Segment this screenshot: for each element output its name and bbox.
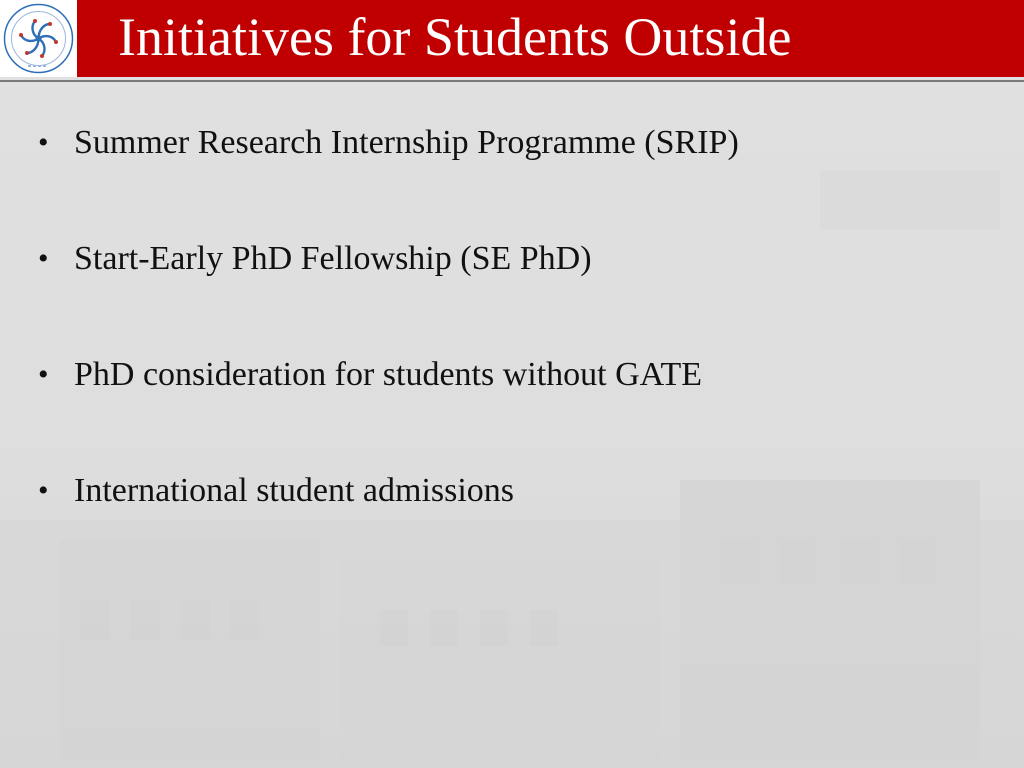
logo (0, 0, 77, 77)
bullet-icon: • (38, 358, 49, 391)
slide-title: Initiatives for Students Outside (118, 7, 792, 67)
bullet-text: PhD consideration for students without GATE (74, 356, 702, 393)
header-divider (0, 80, 1024, 82)
bullet-text: Summer Research Internship Programme (SRIP) (74, 124, 739, 161)
bullet-icon: • (38, 126, 49, 159)
bullet-text: International student admissions (74, 472, 515, 509)
bullet-text: Start-Early PhD Fellowship (SE PhD) (74, 240, 592, 277)
bullet-icon: • (38, 474, 49, 507)
institute-logo-icon (2, 2, 75, 75)
bullet-icon: • (38, 242, 49, 275)
